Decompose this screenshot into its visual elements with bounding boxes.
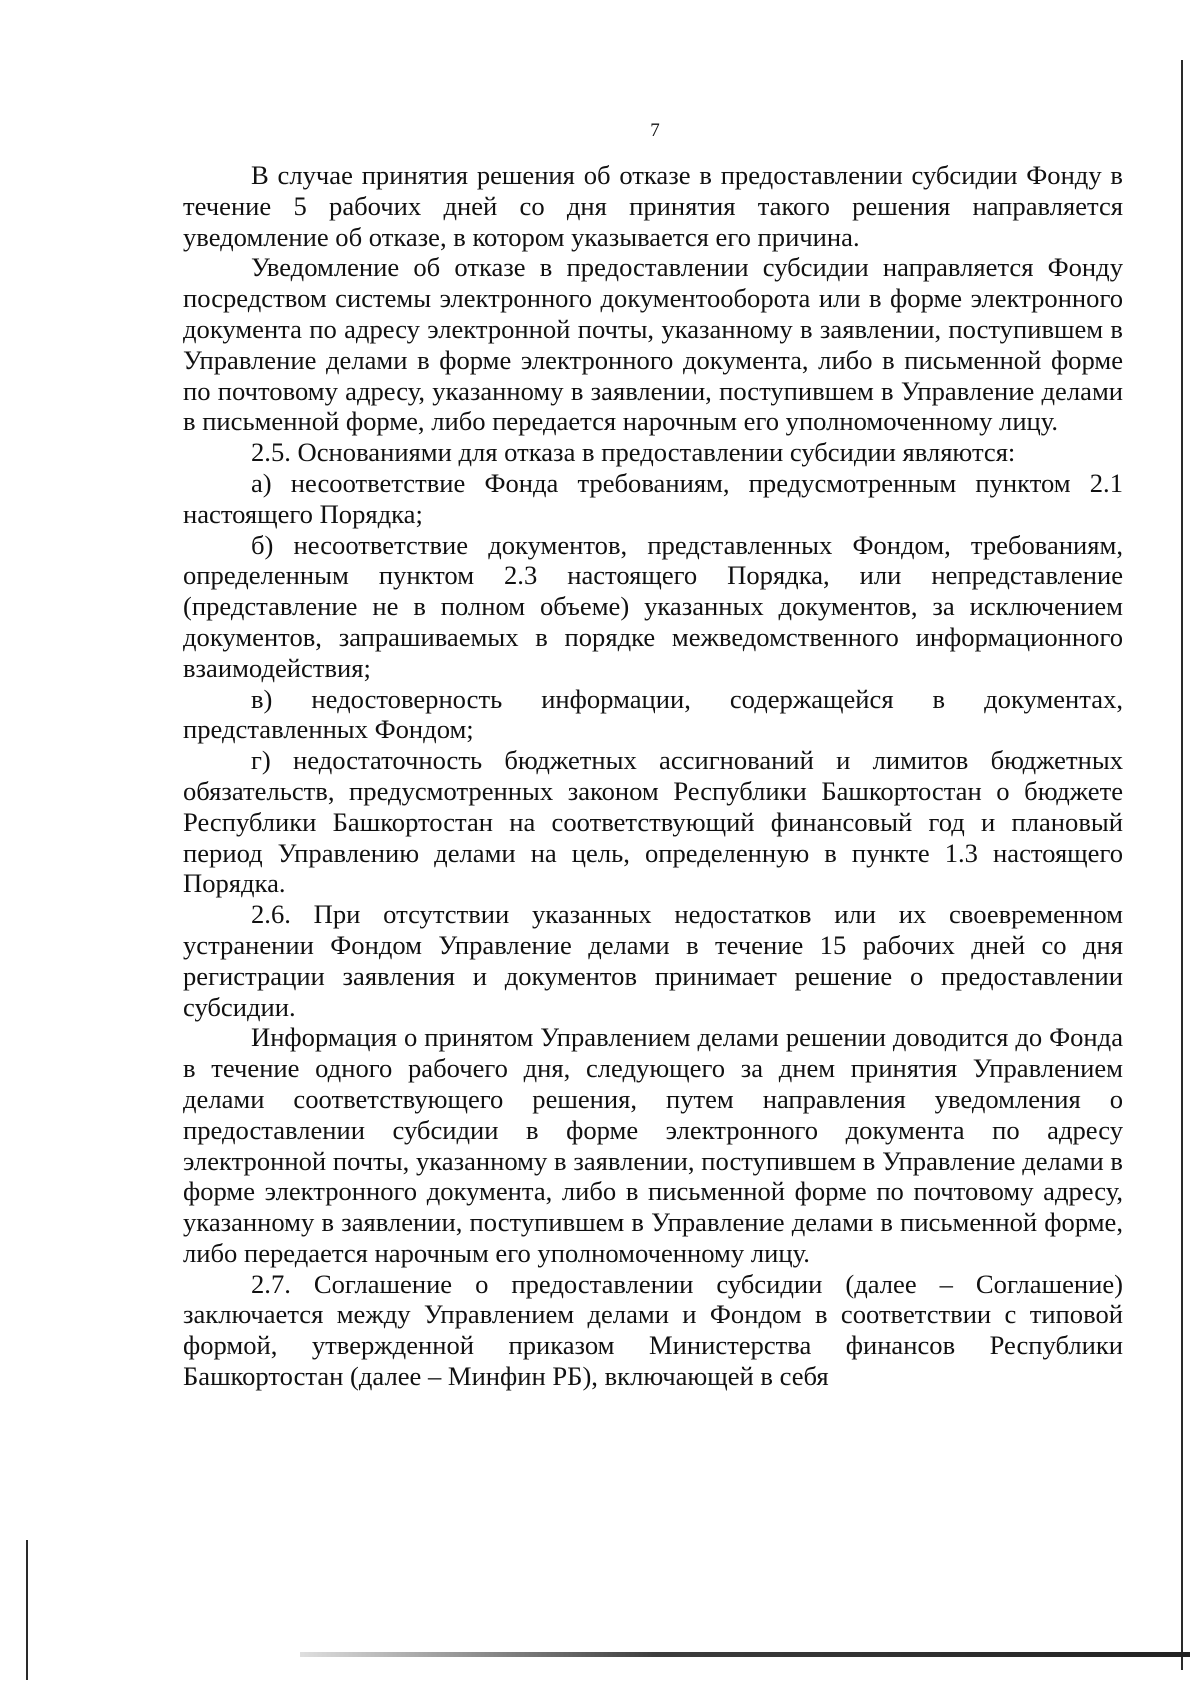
scan-edge-left — [26, 1540, 28, 1680]
paragraph-2-5-a: а) несоответствие Фонда требованиям, предусмотренным пунктом 2.1 настоящего Порядка; — [183, 467, 1123, 529]
paragraph-refusal-notice-delivery: Уведомление об отказе в предоставлении субсидии направляется Фонду посредством системы электронного документооборота или в форме электронного документа по адресу электронной почты, указанному в заявлении, поступившем в Управление делами в форме электронного документа, либо в письменной форме по почтовому адресу, указанному в заявлении, поступившем в Управление делами в письменной форме, либо передается нарочным его уполномоченному лицу. — [183, 252, 1123, 437]
scan-edge-right — [1181, 60, 1183, 1670]
paragraph-2-5-g: г) недостаточность бюджетных ассигнований и лимитов бюджетных обязательств, предусмотренных законом Республики Башкортостан о бюджете Республики Башкортостан на соответствующий финансовый год и плановый период Управлению делами на цель, определенную в пункте 1.3 настоящего Порядка. — [183, 745, 1123, 899]
paragraph-refusal-notice-term: В случае принятия решения об отказе в предоставлении субсидии Фонду в течение 5 рабочих дней со дня принятия такого решения направляется уведомление об отказе, в котором указывается его причина. — [183, 160, 1123, 252]
paragraph-2-5-grounds: 2.5. Основаниями для отказа в предоставлении субсидии являются: — [251, 437, 1016, 468]
paragraph-2-6-decision: 2.6. При отсутствии указанных недостатков или их своевременном устранении Фондом Управление делами в течение 15 рабочих дней со дня регистрации заявления и документов принимает решение о предоставлении субсидии. — [183, 899, 1123, 1022]
paragraph-decision-info: Информация о принятом Управлением делами решении доводится до Фонда в течение одного рабочего дня, следующего за днем принятия Управлением делами соответствующего решения, путем направления уведомления о предоставлении субсидии в форме электронного документа по адресу электронной почты, указанному в заявлении, поступившем в Управление делами в форме электронного документа, либо в письменной форме по почтовому адресу, указанному в заявлении, поступившем в Управление делами в письменной форме, либо передается нарочным его уполномоченному лицу. — [183, 1022, 1123, 1268]
paragraph-2-7-agreement: 2.7. Соглашение о предоставлении субсидии (далее – Соглашение) заключается между Управлением делами и Фондом в соответствии с типовой формой, утвержденной приказом Министерства финансов Республики Башкортостан (далее – Минфин РБ), включающей в себя — [183, 1268, 1123, 1392]
paragraph-2-5-b: б) несоответствие документов, представленных Фондом, требованиям, определенным пунктом 2.3 настоящего Порядка, или непредставление (представление не в полном объеме) указанных документов, за исключением документов, запрашиваемых в порядке межведомственного информационного взаимодействия; — [183, 529, 1123, 683]
scan-edge-bottom — [300, 1652, 1190, 1657]
paragraph-2-5-v: в) недостоверность информации, содержащейся в документах, представленных Фондом; — [183, 683, 1123, 745]
page-number: 7 — [650, 120, 660, 141]
document-body — [183, 160, 1123, 1392]
